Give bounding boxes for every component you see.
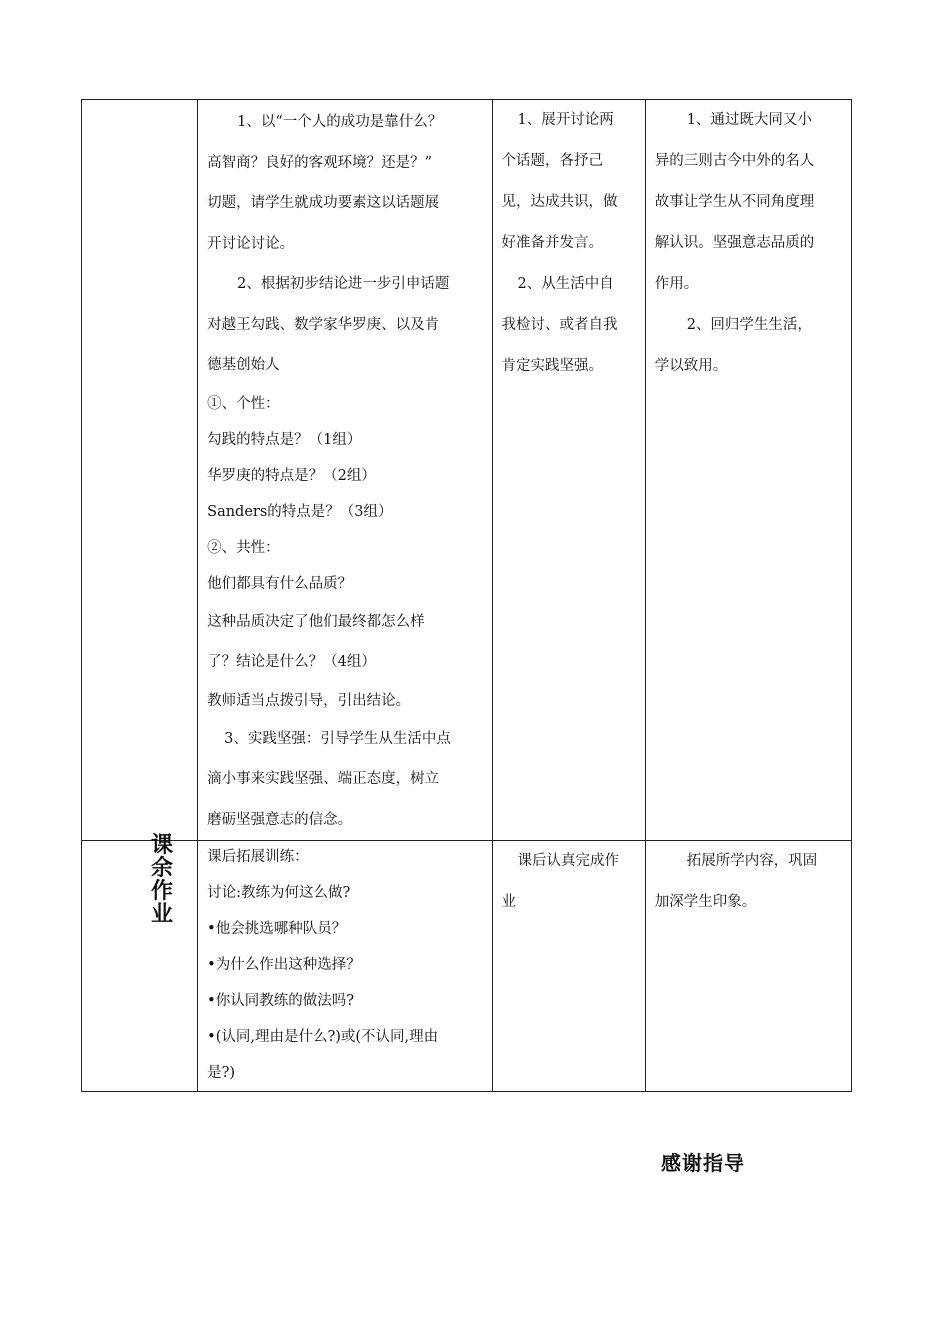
activity-line: 好准备并发言。 <box>501 235 604 251</box>
homework-label-char: 业 <box>150 902 173 927</box>
process-label-cell <box>82 100 198 841</box>
intent-line: 学以致用。 <box>654 358 728 374</box>
lesson-plan-table <box>81 99 852 1092</box>
content-line: 了？结论是什么？（4组） <box>207 654 376 670</box>
homework-line: 课后拓展训练： <box>207 849 309 865</box>
content-line: 滴小事来实践坚强、端正态度，树立 <box>207 771 440 787</box>
content-line: 1、以“一个人的成功是靠什么？ <box>237 114 443 130</box>
intent-line: 1、通过既大同又小 <box>686 112 812 128</box>
content-line: 华罗庚的特点是？（2组） <box>207 467 376 484</box>
process-content-cell <box>198 100 492 841</box>
student-activity-cell <box>492 100 645 841</box>
homework-activity-line: 课后认真完成作 <box>517 853 620 869</box>
activity-line: 肯定实践坚强。 <box>501 358 604 374</box>
homework-line: •为什么作出这种选择？ <box>207 957 361 973</box>
content-line: 他们都具有什么品质？ <box>207 575 353 592</box>
content-line: ①、个性： <box>207 395 280 412</box>
homework-label-cell <box>82 841 198 1092</box>
content-line: ②、共性： <box>207 539 280 556</box>
homework-label-char: 课 <box>150 833 173 858</box>
homework-content-cell <box>198 841 492 1092</box>
activity-line: 1、展开讨论两 <box>517 112 614 128</box>
homework-label <box>149 834 175 926</box>
content-line: 3、实践坚强：引导学生从生活中点 <box>224 730 451 747</box>
content-line: 德基创始人 <box>207 357 280 373</box>
intent-line: 故事让学生从不同角度理 <box>654 194 815 210</box>
homework-label-char: 余 <box>150 856 173 881</box>
content-line: 高智商？良好的客观环境？还是？” <box>207 154 433 171</box>
content-line: 磨砺坚强意志的信念。 <box>207 811 353 828</box>
activity-line: 我检讨、或者自我 <box>501 317 618 333</box>
homework-activity-cell <box>492 841 645 1092</box>
intent-line: 作用。 <box>654 276 699 292</box>
content-line: 勾践的特点是？（1组） <box>207 431 362 448</box>
homework-line: •(认同,理由是什么?)或(不认同,理由 <box>207 1029 439 1045</box>
content-line: 2、根据初步结论进一步引申话题 <box>237 276 450 292</box>
design-intent-cell <box>645 100 851 841</box>
homework-line: 讨论:教练为何这么做? <box>207 885 351 901</box>
homework-label-char: 作 <box>150 879 173 904</box>
thanks-text: 感谢指导 <box>661 1151 745 1175</box>
intent-line: 异的三则古今中外的名人 <box>654 153 815 169</box>
homework-line: 是?) <box>207 1065 236 1081</box>
content-line: 教师适当点拨引导，引出结论。 <box>207 692 411 709</box>
content-line: 切题，请学生就成功要素这以话题展 <box>207 195 440 211</box>
homework-line: •他会挑选哪种队员？ <box>207 921 347 937</box>
homework-activity-line: 业 <box>501 894 517 910</box>
intent-line: 2、回归学生生活， <box>686 317 812 333</box>
homework-intent-line: 加深学生印象。 <box>654 894 757 910</box>
homework-row <box>82 841 852 1092</box>
activity-line: 个话题，各抒己 <box>501 153 604 169</box>
homework-intent-cell <box>645 841 851 1092</box>
process-row <box>82 100 852 841</box>
content-line: 这种品质决定了他们最终都怎么样 <box>207 613 425 630</box>
activity-line: 见，达成共识，做 <box>501 194 618 210</box>
homework-intent-line: 拓展所学内容，巩固 <box>686 853 818 869</box>
intent-line: 解认识。坚强意志品质的 <box>654 235 815 251</box>
content-line: 对越王勾践、数学家华罗庚、以及肯 <box>207 316 440 333</box>
content-line: 开讨论讨论。 <box>207 235 295 252</box>
homework-line: •你认同教练的做法吗? <box>207 993 354 1009</box>
content-line: Sanders的特点是？（3组） <box>207 503 393 520</box>
activity-line: 2、从生活中自 <box>517 276 614 292</box>
